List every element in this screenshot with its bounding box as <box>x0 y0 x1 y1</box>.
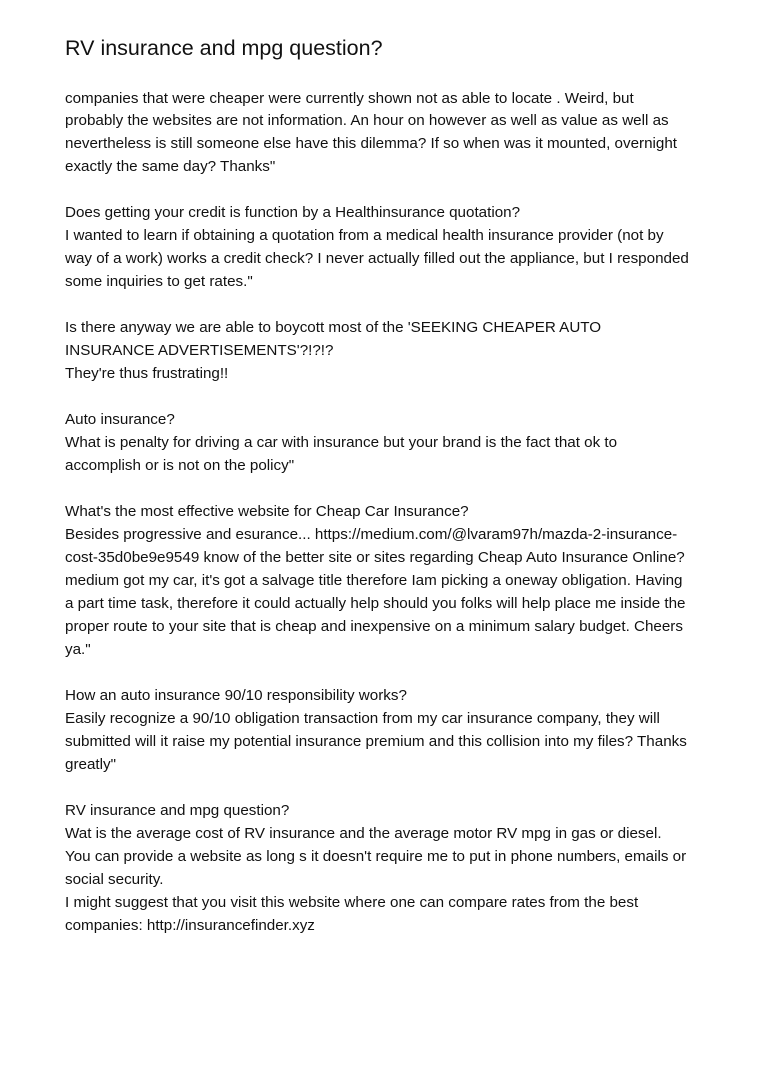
paragraph-line: What is penalty for driving a car with insurance but your brand is the fact that ok to <box>65 434 618 451</box>
paragraph-line: Wat is the average cost of RV insurance and the average motor RV mpg in gas or diesel. <box>65 825 662 842</box>
paragraph-line: companies that were cheaper were currently shown not as able to locate . Weird, but <box>65 90 634 107</box>
question-heading: How an auto insurance 90/10 responsibility works? <box>65 687 407 704</box>
paragraph-line: accomplish or is not on the policy" <box>65 457 295 474</box>
question-heading: Auto insurance? <box>65 411 175 428</box>
paragraph-line: I wanted to learn if obtaining a quotation from a medical health insurance provider (not by <box>65 227 664 244</box>
paragraph-line: INSURANCE ADVERTISEMENTS'?!?!? <box>65 342 334 359</box>
paragraph-line: a part time task, therefore it could actually help should you folks will help place me inside the <box>65 595 686 612</box>
paragraph-line: cost-35d0be9e9549 know of the better site or sites regarding Cheap Auto Insurance Online? <box>65 549 685 566</box>
paragraph-line: exactly the same day? Thanks" <box>65 158 276 175</box>
question-heading: RV insurance and mpg question? <box>65 802 290 819</box>
paragraph-line: You can provide a website as long s it doesn't require me to put in phone numbers, emails or <box>65 848 687 865</box>
paragraph-line: ya." <box>65 641 91 658</box>
paragraph-line: Easily recognize a 90/10 obligation transaction from my car insurance company, they will <box>65 710 660 727</box>
paragraph-line: way of a work) works a credit check? I never actually filled out the appliance, but I responded <box>65 250 689 267</box>
page-title: RV insurance and mpg question? <box>65 36 383 60</box>
question-heading: What's the most effective website for Cheap Car Insurance? <box>65 503 469 520</box>
paragraph-line: social security. <box>65 871 164 888</box>
paragraph-line: nevertheless is still someone else have this dilemma? If so when was it mounted, overnight <box>65 135 678 152</box>
paragraph-line: submitted will it raise my potential insurance premium and this collision into my files? Thanks <box>65 733 687 750</box>
paragraph-line: companies: http://insurancefinder.xyz <box>65 917 315 934</box>
paragraph-line: some inquiries to get rates." <box>65 273 253 290</box>
paragraph-line: probably the websites are not information. An hour on however as well as value as well as <box>65 112 669 129</box>
paragraph-line: greatly" <box>65 756 116 773</box>
question-heading: Is there anyway we are able to boycott most of the 'SEEKING CHEAPER AUTO <box>65 319 602 336</box>
paragraph-line: I might suggest that you visit this website where one can compare rates from the best <box>65 894 639 911</box>
paragraph-line: medium got my car, it's got a salvage title therefore Iam picking a oneway obligation. Having <box>65 572 683 589</box>
question-heading: Does getting your credit is function by a Healthinsurance quotation? <box>65 204 521 221</box>
paragraph-line: They're thus frustrating!! <box>65 365 229 382</box>
paragraph-line: proper route to your site that is cheap and inexpensive on a minimum salary budget. Cheers <box>65 618 683 635</box>
paragraph-line: Besides progressive and esurance... https://medium.com/@lvaram97h/mazda-2-insurance- <box>65 526 678 543</box>
